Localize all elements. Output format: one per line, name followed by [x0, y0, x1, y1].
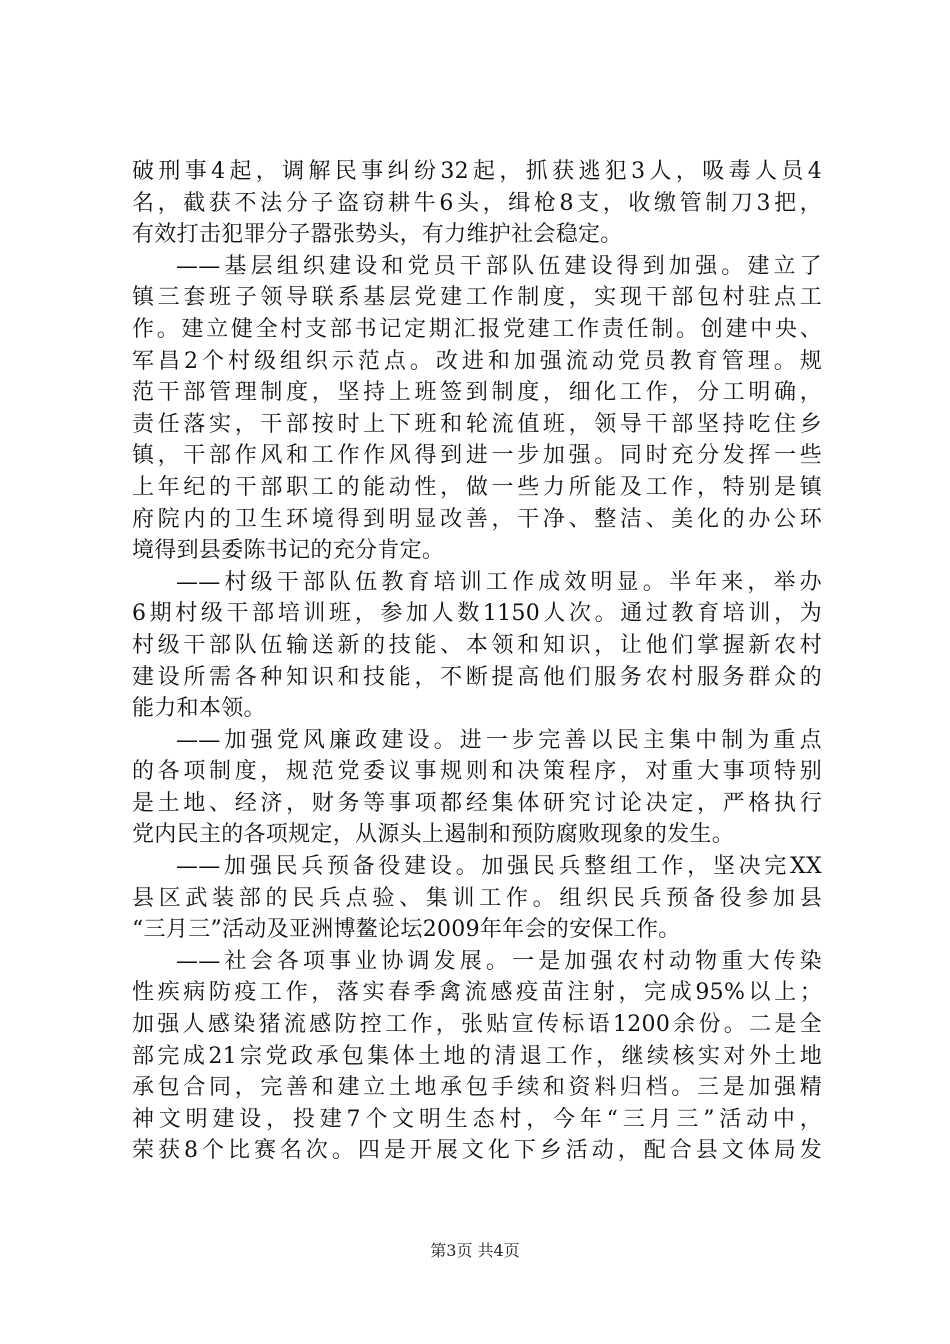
text-line: 县区武装部的民兵点验、集训工作。组织民兵预备役参加县 [132, 885, 822, 911]
text-line: 承包合同，完善和建立土地承包手续和资料归档。三是加强精 [132, 1075, 822, 1101]
text-line: 荣获8个比赛名次。四是开展文化下乡活动，配合县文体局发 [132, 1138, 822, 1164]
text-line: 能力和本领。 [132, 696, 266, 722]
text-line: 破刑事4起，调解民事纠纷32起，抓获逃犯3人，吸毒人员4 [132, 159, 822, 184]
text-line: 责任落实，干部按时上下班和轮流值班，领导干部坚持吃住乡 [132, 411, 822, 437]
text-line: 6期村级干部培训班，参加人数1150人次。通过教育培训，为 [132, 601, 822, 627]
text-line: 境得到县委陈书记的充分肯定。 [132, 538, 445, 564]
page-footer: 第3页 共4页 [430, 1241, 520, 1260]
text-line: 镇三套班子领导联系基层党建工作制度，实现干部包村驻点工 [132, 285, 822, 311]
text-line: 军昌2个村级组织示范点。改进和加强流动党员教育管理。规 [132, 348, 822, 374]
body-text [132, 156, 822, 1167]
section-heading-line: ——基层组织建设和党员干部队伍建设得到加强。建立了 [176, 253, 822, 279]
text-line: 上年纪的干部职工的能动性，做一些力所能及工作，特别是镇 [132, 474, 822, 500]
text-line: 村级干部队伍输送新的技能、本领和知识，让他们掌握新农村 [132, 632, 822, 658]
text-line: “三月三”活动及亚洲博鳌论坛2009年年会的安保工作。 [132, 917, 681, 943]
text-line: 加强人感染猪流感防控工作，张贴宣传标语1200余份。二是全 [132, 1012, 822, 1038]
section-heading-line: ——加强党风廉政建设。进一步完善以民主集中制为重点 [176, 727, 822, 753]
text-line: 范干部管理制度，坚持上班签到制度，细化工作，分工明确， [132, 380, 822, 406]
text-line: 府院内的卫生环境得到明显改善，干净、整洁、美化的办公环 [132, 506, 822, 532]
text-line: 建设所需各种知识和技能，不断提高他们服务农村服务群众的 [132, 664, 822, 690]
text-line: 部完成21宗党政承包集体土地的清退工作，继续核实对外土地 [132, 1043, 822, 1069]
text-line: 的各项制度，规范党委议事规则和决策程序，对重大事项特别 [132, 759, 822, 785]
text-line: 党内民主的各项规定，从源头上遏制和预防腐败现象的发生。 [132, 822, 735, 848]
text-line: 神文明建设，投建7个文明生态村，今年“三月三”活动中， [132, 1106, 822, 1132]
section-heading-line: ——村级干部队伍教育培训工作成效明显。半年来，举办 [176, 569, 822, 595]
text-line: 性疾病防疫工作，落实春季禽流感疫苗注射，完成95%以上； [132, 980, 822, 1006]
text-line: 是土地、经济，财务等事项都经集体研究讨论决定，严格执行 [132, 790, 822, 816]
text-line: 名，截获不法分子盗窃耕牛6头，缉枪8支，收缴管制刀3把， [132, 190, 822, 216]
text-line: 作。建立健全村支部书记定期汇报党建工作责任制。创建中央、 [132, 316, 822, 342]
section-heading-line: ——社会各项事业协调发展。一是加强农村动物重大传染 [176, 948, 822, 974]
text-line: 镇，干部作风和工作作风得到进一步加强。同时充分发挥一些 [132, 443, 822, 469]
section-heading-line: ——加强民兵预备役建设。加强民兵整组工作，坚决完XX [176, 854, 822, 880]
text-line: 有效打击犯罪分子嚣张势头，有力维护社会稳定。 [132, 222, 623, 248]
